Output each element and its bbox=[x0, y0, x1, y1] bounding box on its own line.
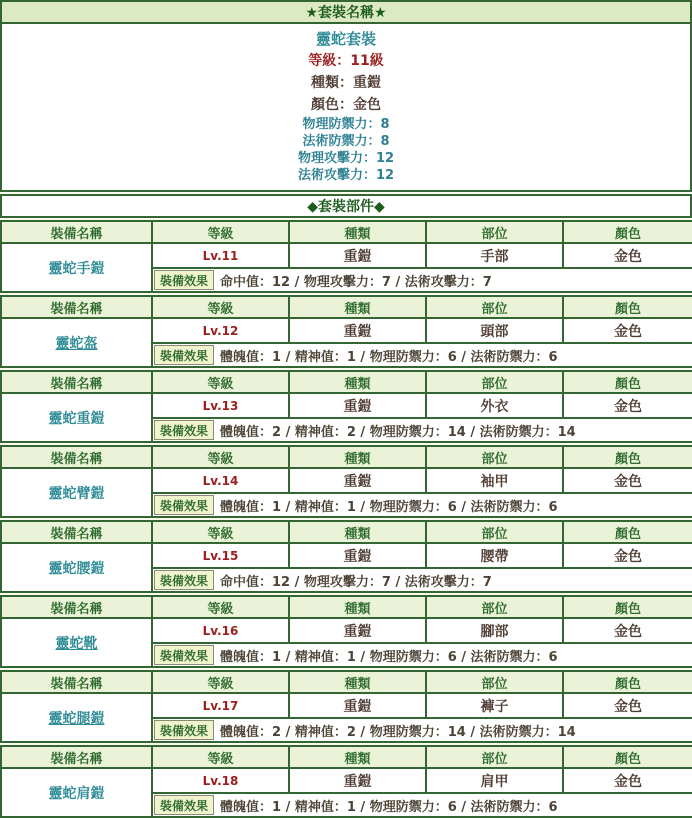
item-slot: 袖甲 bbox=[426, 468, 563, 493]
effect-label: 裝備效果 bbox=[154, 645, 214, 665]
item-level: Lv.12 bbox=[152, 318, 289, 343]
set-stat-magic-defense: 法術防禦力：8 bbox=[302, 134, 390, 149]
item-name-cell bbox=[1, 468, 152, 517]
item-slot: 腳部 bbox=[426, 618, 563, 643]
effect-label: 裝備效果 bbox=[154, 420, 214, 440]
effect-text: 體魄值：1 / 精神值：1 / 物理防禦力：6 / 法術防禦力：6 bbox=[220, 799, 558, 815]
item-color: 金色 bbox=[563, 468, 692, 493]
col-header-color: 顏色 bbox=[563, 296, 692, 318]
col-header-slot: 部位 bbox=[426, 296, 563, 318]
item-name-cell bbox=[1, 393, 152, 442]
item-effect-cell bbox=[152, 418, 692, 442]
equipment-blocks bbox=[0, 220, 692, 818]
effect-label: 裝備效果 bbox=[154, 570, 214, 590]
item-color: 金色 bbox=[563, 393, 692, 418]
item-level: Lv.15 bbox=[152, 543, 289, 568]
item-effect-cell bbox=[152, 568, 692, 592]
item-color: 金色 bbox=[563, 318, 692, 343]
item-effect-cell bbox=[152, 718, 692, 742]
equipment-block bbox=[0, 445, 692, 518]
col-header-color: 顏色 bbox=[563, 446, 692, 468]
effect-label: 裝備效果 bbox=[154, 795, 214, 815]
effect-text: 體魄值：1 / 精神值：1 / 物理防禦力：6 / 法術防禦力：6 bbox=[220, 649, 558, 665]
col-header-type: 種類 bbox=[289, 296, 426, 318]
item-name-cell bbox=[1, 543, 152, 592]
col-header-slot: 部位 bbox=[426, 446, 563, 468]
parts-banner-table bbox=[0, 194, 692, 218]
item-slot: 肩甲 bbox=[426, 768, 563, 793]
item-slot: 外衣 bbox=[426, 393, 563, 418]
item-name-cell bbox=[1, 618, 152, 667]
equipment-block bbox=[0, 670, 692, 743]
item-effect-cell bbox=[152, 643, 692, 667]
col-header-slot: 部位 bbox=[426, 221, 563, 243]
equipment-block bbox=[0, 220, 692, 293]
col-header-type: 種類 bbox=[289, 521, 426, 543]
col-header-level: 等級 bbox=[152, 746, 289, 768]
item-type: 重鎧 bbox=[289, 468, 426, 493]
col-header-level: 等級 bbox=[152, 446, 289, 468]
effect-label: 裝備效果 bbox=[154, 270, 214, 290]
col-header-color: 顏色 bbox=[563, 671, 692, 693]
item-name-link: 靈蛇臂鎧 bbox=[48, 485, 105, 502]
effect-text: 命中值：12 / 物理攻擊力：7 / 法術攻擊力：7 bbox=[220, 574, 492, 590]
set-info-table bbox=[0, 0, 692, 192]
effect-label: 裝備效果 bbox=[154, 345, 214, 365]
col-header-slot: 部位 bbox=[426, 371, 563, 393]
col-header-equipment-name: 裝備名稱 bbox=[1, 521, 152, 543]
item-type: 重鎧 bbox=[289, 243, 426, 268]
col-header-color: 顏色 bbox=[563, 521, 692, 543]
item-level: Lv.14 bbox=[152, 468, 289, 493]
item-level: Lv.18 bbox=[152, 768, 289, 793]
set-stat-physical-attack: 物理攻擊力：12 bbox=[297, 151, 395, 166]
effect-label: 裝備效果 bbox=[154, 720, 214, 740]
item-name-cell bbox=[1, 243, 152, 292]
effect-text: 體魄值：1 / 精神值：1 / 物理防禦力：6 / 法術防禦力：6 bbox=[220, 349, 558, 365]
item-type: 重鎧 bbox=[289, 393, 426, 418]
item-effect-cell bbox=[152, 268, 692, 292]
item-name-link[interactable]: 靈蛇腿鎧 bbox=[48, 710, 105, 727]
set-info-cell bbox=[1, 23, 691, 191]
item-color: 金色 bbox=[563, 543, 692, 568]
set-stat-physical-defense: 物理防禦力：8 bbox=[302, 117, 390, 132]
col-header-equipment-name: 裝備名稱 bbox=[1, 446, 152, 468]
col-header-color: 顏色 bbox=[563, 371, 692, 393]
item-color: 金色 bbox=[563, 768, 692, 793]
item-type: 重鎧 bbox=[289, 693, 426, 718]
col-header-equipment-name: 裝備名稱 bbox=[1, 371, 152, 393]
equipment-block bbox=[0, 295, 692, 368]
equipment-block bbox=[0, 370, 692, 443]
effect-text: 體魄值：2 / 精神值：2 / 物理防禦力：14 / 法術防禦力：14 bbox=[220, 424, 576, 440]
item-name-cell bbox=[1, 693, 152, 742]
col-header-level: 等級 bbox=[152, 371, 289, 393]
col-header-type: 種類 bbox=[289, 371, 426, 393]
col-header-equipment-name: 裝備名稱 bbox=[1, 296, 152, 318]
col-header-slot: 部位 bbox=[426, 746, 563, 768]
item-name-cell bbox=[1, 318, 152, 367]
item-slot: 手部 bbox=[426, 243, 563, 268]
col-header-type: 種類 bbox=[289, 671, 426, 693]
effect-text: 體魄值：1 / 精神值：1 / 物理防禦力：6 / 法術防禦力：6 bbox=[220, 499, 558, 515]
item-effect-cell bbox=[152, 493, 692, 517]
col-header-type: 種類 bbox=[289, 596, 426, 618]
item-level: Lv.17 bbox=[152, 693, 289, 718]
item-effect-cell bbox=[152, 343, 692, 367]
item-type: 重鎧 bbox=[289, 318, 426, 343]
item-level: Lv.16 bbox=[152, 618, 289, 643]
set-name-banner: ★套裝名稱★ bbox=[1, 1, 691, 23]
set-color: 顏色：金色 bbox=[311, 97, 381, 113]
item-color: 金色 bbox=[563, 693, 692, 718]
item-name-cell bbox=[1, 768, 152, 817]
item-name-link[interactable]: 靈蛇靴 bbox=[55, 635, 98, 652]
col-header-type: 種類 bbox=[289, 446, 426, 468]
col-header-color: 顏色 bbox=[563, 746, 692, 768]
parts-banner: ◆套裝部件◆ bbox=[1, 195, 691, 217]
col-header-slot: 部位 bbox=[426, 521, 563, 543]
item-slot: 褲子 bbox=[426, 693, 563, 718]
item-name-link: 靈蛇肩鎧 bbox=[48, 785, 105, 802]
item-level: Lv.11 bbox=[152, 243, 289, 268]
equipment-block bbox=[0, 595, 692, 668]
set-type: 種類：重鎧 bbox=[311, 75, 381, 91]
col-header-color: 顏色 bbox=[563, 221, 692, 243]
col-header-slot: 部位 bbox=[426, 671, 563, 693]
item-name-link: 靈蛇重鎧 bbox=[48, 410, 105, 427]
col-header-level: 等級 bbox=[152, 296, 289, 318]
col-header-level: 等級 bbox=[152, 596, 289, 618]
equipment-block bbox=[0, 520, 692, 593]
item-color: 金色 bbox=[563, 243, 692, 268]
equipment-block bbox=[0, 745, 692, 818]
col-header-equipment-name: 裝備名稱 bbox=[1, 746, 152, 768]
col-header-equipment-name: 裝備名稱 bbox=[1, 671, 152, 693]
item-slot: 腰帶 bbox=[426, 543, 563, 568]
item-color: 金色 bbox=[563, 618, 692, 643]
effect-text: 命中值：12 / 物理攻擊力：7 / 法術攻擊力：7 bbox=[220, 274, 492, 290]
set-level: 等級：11級 bbox=[308, 53, 384, 69]
effect-label: 裝備效果 bbox=[154, 495, 214, 515]
col-header-slot: 部位 bbox=[426, 596, 563, 618]
item-name-link: 靈蛇腰鎧 bbox=[48, 560, 105, 577]
set-name: 靈蛇套裝 bbox=[315, 30, 376, 48]
item-name-link[interactable]: 靈蛇盔 bbox=[55, 335, 98, 352]
col-header-level: 等級 bbox=[152, 521, 289, 543]
col-header-level: 等級 bbox=[152, 221, 289, 243]
col-header-color: 顏色 bbox=[563, 596, 692, 618]
col-header-equipment-name: 裝備名稱 bbox=[1, 596, 152, 618]
effect-text: 體魄值：2 / 精神值：2 / 物理防禦力：14 / 法術防禦力：14 bbox=[220, 724, 576, 740]
item-type: 重鎧 bbox=[289, 768, 426, 793]
col-header-type: 種類 bbox=[289, 746, 426, 768]
item-type: 重鎧 bbox=[289, 618, 426, 643]
col-header-equipment-name: 裝備名稱 bbox=[1, 221, 152, 243]
item-type: 重鎧 bbox=[289, 543, 426, 568]
item-level: Lv.13 bbox=[152, 393, 289, 418]
item-slot: 頭部 bbox=[426, 318, 563, 343]
set-stat-magic-attack: 法術攻擊力：12 bbox=[297, 168, 395, 183]
item-effect-cell bbox=[152, 793, 692, 817]
item-name-link: 靈蛇手鎧 bbox=[48, 260, 105, 277]
col-header-level: 等級 bbox=[152, 671, 289, 693]
col-header-type: 種類 bbox=[289, 221, 426, 243]
